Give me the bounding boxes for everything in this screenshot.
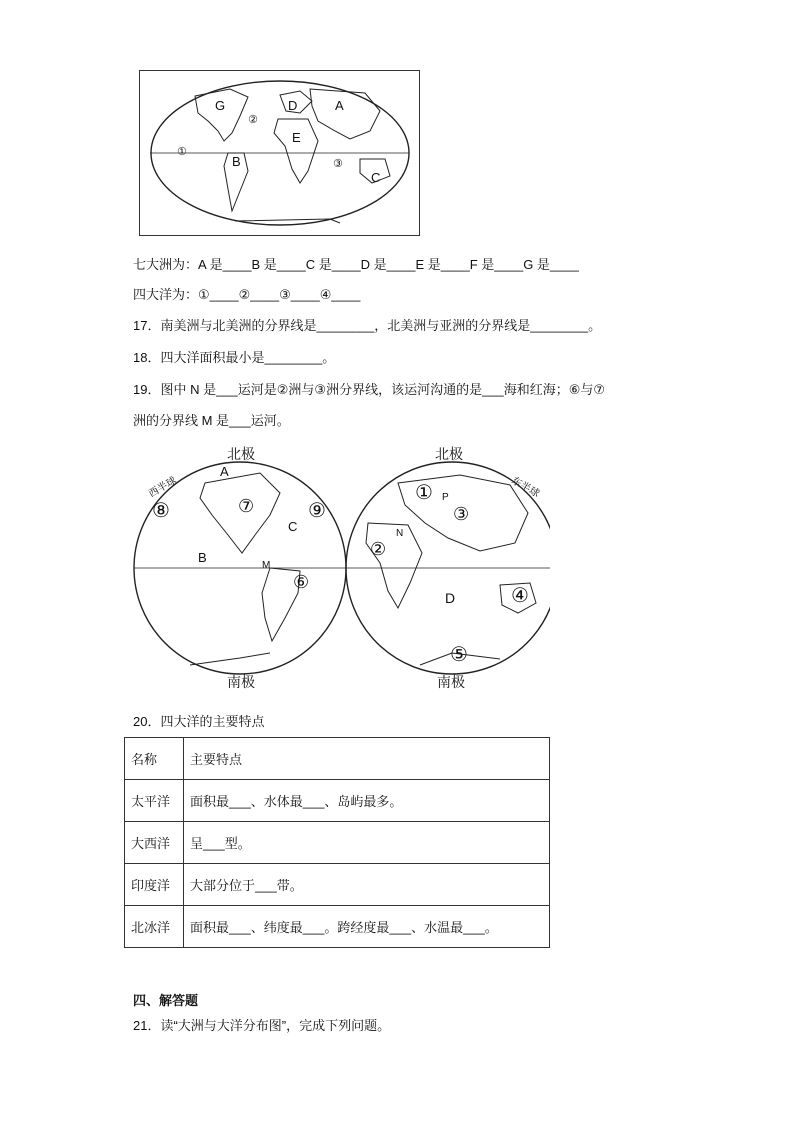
- west-label-B: B: [198, 550, 207, 565]
- east-label-N: N: [396, 528, 404, 539]
- ocean-name-cell: 太平洋: [125, 780, 184, 822]
- map1-label-B: B: [232, 154, 241, 169]
- hemispheres-map-figure: [130, 443, 550, 695]
- question-17: 17．南美洲与北美洲的分界线是________，北美洲与亚洲的分界线是________。: [133, 318, 602, 333]
- question-21: 21．读“大洲与大洋分布图”，完成下列问题。: [133, 1018, 391, 1033]
- ocean-name-cell: 印度洋: [125, 864, 184, 906]
- hemispheres-drawing: [130, 443, 550, 695]
- map1-label-G: G: [215, 98, 226, 113]
- ocean-feature-cell: 面积最___、水体最___、岛屿最多。: [184, 780, 550, 822]
- world-map-figure: [139, 70, 420, 236]
- map1-label-A: A: [335, 98, 344, 113]
- ocean-name-cell: 北冰洋: [125, 906, 184, 948]
- table-header-row: [125, 738, 550, 780]
- west-label-M: M: [262, 560, 271, 571]
- table-row: [125, 906, 550, 948]
- west-label-A: A: [220, 464, 229, 479]
- question-19-line1: 19．图中 N 是___运河是②洲与③洲分界线，该运河沟通的是___海和红海；⑥与⑦: [133, 382, 606, 397]
- table-row: [125, 822, 550, 864]
- table-header-cell: 名称: [125, 738, 184, 780]
- question-20-title: 20．四大洋的主要特点: [133, 714, 265, 729]
- west-label-8: ⑧: [152, 500, 170, 522]
- map1-label-E: E: [292, 130, 301, 145]
- continents-question: 七大洲为：A 是____B 是____C 是____D 是____E 是____F 是____G 是____: [133, 257, 579, 272]
- east-label-2: ②: [370, 539, 387, 559]
- question-18: 18．四大洋面积最小是________。: [133, 350, 336, 365]
- east-label-D: D: [445, 590, 456, 606]
- east-label-5: ⑤: [450, 644, 468, 666]
- table-row: [125, 864, 550, 906]
- eastern-hemisphere-label: 东半球: [509, 475, 541, 500]
- east-label-1: ①: [415, 482, 433, 504]
- west-south-pole-label: 南极: [227, 674, 255, 690]
- map1-ocean-1: ①: [177, 146, 187, 158]
- east-label-3: ③: [453, 504, 470, 524]
- section-heading: 四、解答题: [133, 993, 199, 1008]
- east-label-4: ④: [511, 585, 529, 607]
- map1-ocean-3: ③: [333, 158, 343, 170]
- table-header-cell: 主要特点: [184, 738, 550, 780]
- ocean-feature-cell: 大部分位于___带。: [184, 864, 550, 906]
- ocean-name-cell: 大西洋: [125, 822, 184, 864]
- east-label-P: P: [442, 492, 449, 503]
- west-label-6: ⑥: [293, 572, 310, 592]
- table-row: [125, 780, 550, 822]
- west-north-pole-label: 北极: [227, 446, 255, 462]
- map1-label-D: D: [288, 98, 298, 113]
- map1-label-C: C: [371, 170, 381, 185]
- east-south-pole-label: 南极: [437, 674, 465, 690]
- oceans-features-table: [124, 737, 550, 948]
- west-label-7: ⑦: [238, 496, 255, 516]
- oceans-question: 四大洋为：①____②____③____④____: [133, 287, 361, 302]
- ocean-feature-cell: 面积最___、纬度最___。跨经度最___、水温最___。: [184, 906, 550, 948]
- map1-ocean-2: ②: [248, 114, 258, 126]
- east-north-pole-label: 北极: [435, 446, 463, 462]
- west-label-9: ⑨: [308, 500, 326, 522]
- question-19-line2: 洲的分界线 M 是___运河。: [133, 413, 290, 428]
- west-label-C: C: [288, 519, 298, 534]
- western-hemisphere-label: 西半球: [147, 475, 179, 500]
- ocean-feature-cell: 呈___型。: [184, 822, 550, 864]
